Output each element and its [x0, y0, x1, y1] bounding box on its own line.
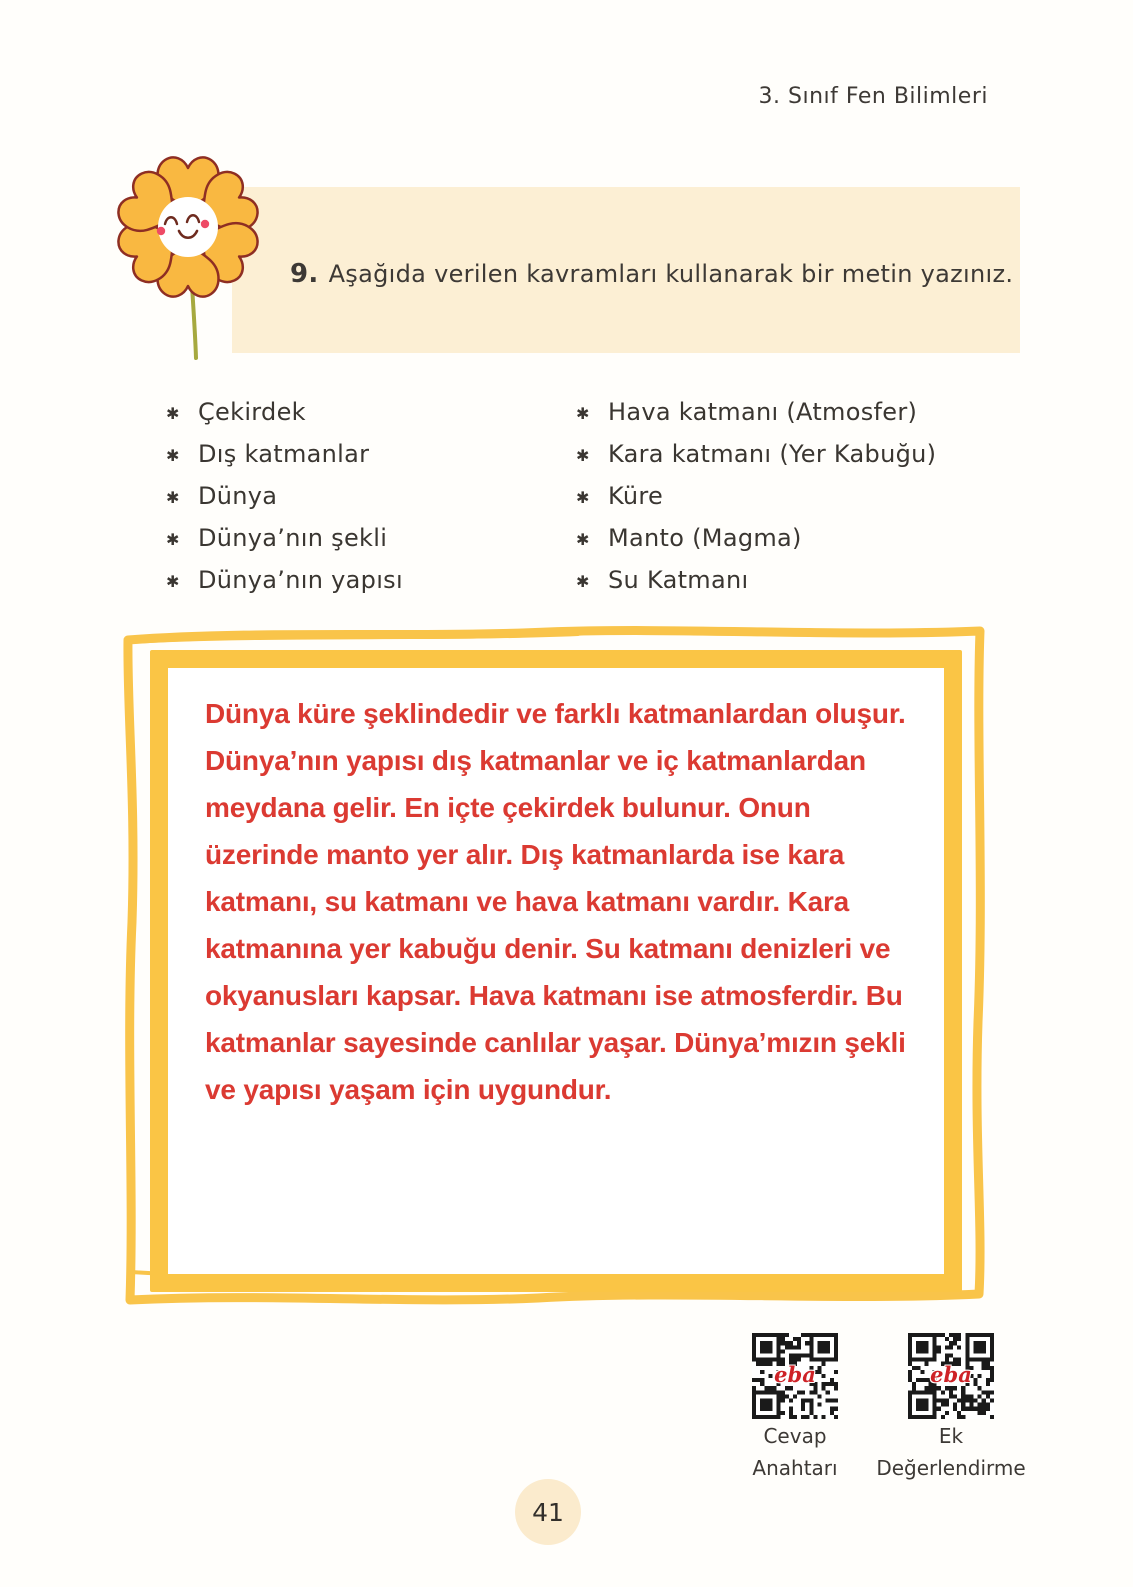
list-item: ✱ Hava katmanı (Atmosfer) [576, 391, 936, 433]
asterisk-bullet-icon: ✱ [166, 446, 180, 465]
asterisk-bullet-icon: ✱ [576, 446, 590, 465]
eba-logo: eba [774, 1362, 816, 1387]
asterisk-bullet-icon: ✱ [576, 488, 590, 507]
page-number-badge: 41 [515, 1479, 581, 1545]
flower-mascot-icon [108, 148, 268, 366]
asterisk-bullet-icon: ✱ [576, 530, 590, 549]
asterisk-bullet-icon: ✱ [576, 572, 590, 591]
answer-text: Dünya küre şeklindedir ve farklı katmanlardan oluşur. Dünya’nın yapısı dış katmanlar ve iç katmanlardan meydana gelir. En içte çekirdek bulunur. Onun üzerinde manto yer alır. Dış katmanlarda ise kara katmanı, su katmanı ve hava katmanı vardır. Kara katmanına yer kabuğu denir. Su katmanı denizleri ve okyanusları kapsar. Hava katmanı ise atmosferdir. Bu katmanlar sayesinde canlılar yaşar. Dünya’mızın şekli ve yapısı yaşam için uygundur. [205, 698, 906, 1105]
concept-list-left [166, 391, 403, 601]
page-header: 3. Sınıf Fen Bilimleri [758, 84, 988, 109]
flower-cheek-left [157, 227, 165, 235]
list-item: ✱ Dünya’nın şekli [166, 517, 403, 559]
list-item: ✱ Küre [576, 475, 936, 517]
list-item: ✱ Dış katmanlar [166, 433, 403, 475]
asterisk-bullet-icon: ✱ [166, 572, 180, 591]
eba-logo: eba [930, 1362, 972, 1387]
asterisk-bullet-icon: ✱ [576, 404, 590, 423]
answer-box [118, 622, 992, 1310]
list-item: ✱ Manto (Magma) [576, 517, 936, 559]
list-item: ✱ Dünya’nın yapısı [166, 559, 403, 601]
qr-label-ek-degerlendirme: Ek Değerlendirme [876, 1424, 1026, 1480]
qr-code-extra-assessment [908, 1333, 994, 1419]
asterisk-bullet-icon: ✱ [166, 404, 180, 423]
list-item: ✱ Dünya [166, 475, 403, 517]
list-item: ✱ Çekirdek [166, 391, 403, 433]
list-item: ✱ Kara katmanı (Yer Kabuğu) [576, 433, 936, 475]
question-number: 9. [290, 259, 319, 289]
concept-list-right [576, 391, 936, 601]
question-banner [232, 187, 1020, 353]
qr-code-answer-key [752, 1333, 838, 1419]
list-item: ✱ Su Katmanı [576, 559, 936, 601]
flower-face [158, 197, 218, 257]
asterisk-bullet-icon: ✱ [166, 488, 180, 507]
question-text: 9. Aşağıda verilen kavramları kullanarak bir metin yazınız. [290, 259, 1014, 289]
asterisk-bullet-icon: ✱ [166, 530, 180, 549]
flower-cheek-right [201, 220, 209, 228]
qr-label-cevap-anahtari: Cevap Anahtarı [752, 1424, 838, 1480]
